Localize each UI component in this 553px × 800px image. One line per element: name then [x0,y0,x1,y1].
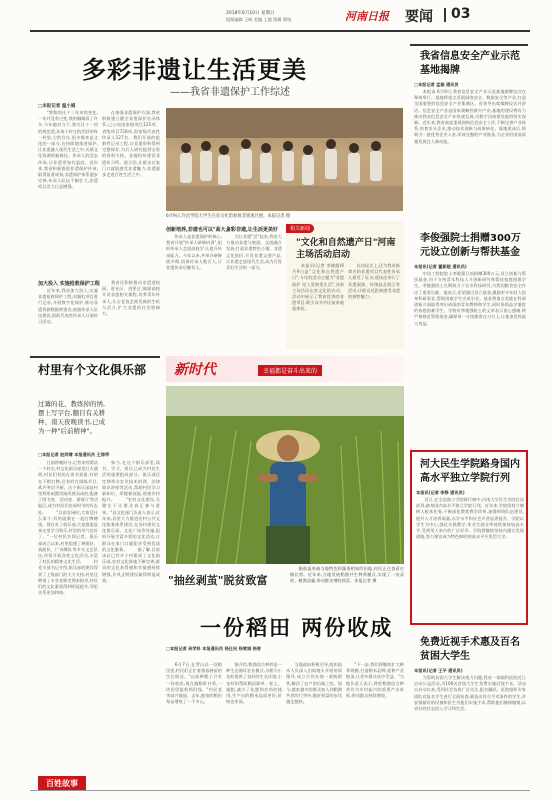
newera-headline: 一份稻田 两份收成 [200,615,394,640]
newera-body-1: 6月7日,在罗山县一处稻田里,村民们正忙着查看秧苗的生长情况。"以前种稻子只有一份收成,现在搞稻虾共养,一块田里能收两份钱。"村民老李高兴地说。去年,他家的稻田每亩增收了一千多元。 [166,662,222,705]
header-rule [30,30,530,32]
newera-band [166,356,404,382]
main-title: 多彩非遗让生活更美 [82,55,307,84]
main-subtitle: ——我省非遗保护工作综述 [170,87,290,98]
newera-slogan: 幸福都是奋斗出来的 [258,365,322,376]
main-subhead-2: 创新培养,非遗也可以"高大上" [166,227,234,233]
related-body: 本报讯(记者 李晓露)6月9日是"文化和自然遗产日",今年的活动主题为"非遗保护 见人见物见生活",河南主场活动在省文化馆启动。活动中展示了我省优秀的非遗项目,吸引众多市民前来观看体验。 [292,263,344,312]
right4-byline: 本报讯(记者 王平 通讯员) [414,668,463,673]
header-editors: 组版编辑 王萌 美编 王越 版辑 邢锐 [226,17,292,22]
right4-body: 为帮助贫困大学生解决视力问题,我省一家眼科医院近日启动公益活动,为100名贫困大学生免费实施近视手术。活动自启动以来,受到社会各界广泛关注,报名踊跃。医院组织专家团队对报名学生进行全面检查,筛选出符合手术条件的学生,并安排最好的设备和医生为他们实施手术,帮助他们摘掉眼镜,以更好的状态投入学习和生活。 [414,675,526,712]
right2-byline: 本报讯(记者 董新超 通讯员) [414,264,467,269]
right1-body: 本报讯 6月9日,我省信息安全产业示范基地揭牌仪式在郑州举行。基地将重点发展网络安全、数据安全等产业,打造全国重要的信息安全产业集聚区。省领导出席揭牌仪式并讲话。信息安全产业是国家战略性新兴产业,基地的建设将有力推动我省信息安全产业快速发展,为数字河南建设提供坚实保障。近年来,我省高度重视网络信息安全工作,不断完善产业体系,培育龙头企业,推动技术创新与成果转化。基地建成后,将吸引一批优秀企业入驻,形成完整的产业链条,为全省经济高质量发展注入新动能。 [414,89,526,144]
village-rule [30,356,160,358]
footer-tag: 百姓故事 [38,776,86,791]
main-body-col1: "我称的这十三年来的变化,一年并没有过变,我的眼睛看了许多,今年她对当下,我关注十一项的规范遗,从每个村庄的活跃的每一村里,它的存在,很多都来是文化的一部分,在持续地推进保护,让非遗融入现代生活之中,关联文化资源的新路径。传承人的活态传承,让非遗更加有温度。近年来,我省积极推进非遗保护传承,取得显著成效,非遗保护体系逐步完善,传承人队伍不断壮大,非遗项目活力日益增强。 [38,110,98,190]
right3-body: 近日,在全国独立学院排行榜中,河南大学民生学院位居前列,跻身国内高水平独立学院行列。近年来,学院坚持立德树人根本任务,不断深化教育教学改革,加强师资队伍建设,提升人才培养质量,办学水平和社会声誉显著提升。学院以学生为中心,强化实践教学,毕业生就业率持续保持较高水平,受到用人单位的广泛好评。学院将继续坚持内涵式发展道路,努力建设成为特色鲜明的高水平应用型大学。 [416,497,524,540]
header-date: 2018年6月10日 星期日 [226,11,275,16]
related-title: "文化和自然遗产日"河南主场活动启动 [296,238,396,260]
village-byline: □本报记者 赵同增 本报通讯员 王涛萍 [38,452,110,457]
newera-body-3: 当地政府积极引导,组织技术人员深入田间地头开展培训指导,成立合作社统一收购销售,解决了农户的后顾之忧。如今,越来越多的群众加入到稻渔共养的行列中,脱贫致富的步伐越走越快。 [286,662,342,705]
newera-banner: 新时代 [174,362,216,378]
header-page: 03 [451,6,471,22]
newera-caption: 眼前温泉被当地特色和蔬果相知的田地,村民正在查看庄稼长势。近年来,当地发展稻渔共生种养模式,实现了一田双收、粮渔双赢,带动群众增收致富。本报记者 摄 [290,566,404,584]
main-byline: □本报记者 温小娟 [38,104,76,109]
village-body-1: 日前傍晚时分,记者来到滑县一个村庄,村文化俱乐部里灯火通明,村民们有的在读书看报,有的在下棋打牌,还有的在排练节目,欢声笑语不断。这个俱乐部是村里利用闲置房屋改建而成的,配备了图书室、活动室、排练厅等功能区,成为村民们农闲时节的好去处。 "以前农闲时,大家没什么事干,有的就聚在一起打牌赌钱。现在有了俱乐部,大家都愿意来这里学习娱乐,村里的风气也好了。"一位村民告诉记者。俱乐部成立以来,村里组建了秧歌队、戏曲队、广场舞队等多支文艺队伍,经常开展各类文化活动,丰富了村民的精神文化生活。 村党支部书记介绍,俱乐部的建设得到了上级部门的大力支持,村里还聘请了专业老师定期来指导,村民们的文化素质得到明显提升,邻里关系更加和谐。 [38,460,98,596]
right1-title: 我省信息安全产业示范基地揭牌 [420,51,520,76]
right-top-rule [410,44,528,46]
main-body-col2b: 我省还积极推动非遗进校园、进社区、进景区,鼓励高校开设非遗相关课程,培养青年传承人,让古老技艺焕发新的生机与活力,扩大非遗的社会影响力。 [102,280,160,317]
main-body-col3: 传承人是非遗保护的核心,我省开展"传承人研修培训",组织传承人走进高校学习,提升传承能力。今年以来,共举办研修班多期,培训传承人数百人,让非遗传承后继有人。 [166,234,222,271]
main-body-col2: 在加强非遗保护方面,我省积极建立健全非遗保护名录体系,已公布国家级项目125项、省级项目728项,国家级代表性传承人127名。我们开展的抢救性记录工程,让非遗资料得到完整保存,为后人研究提供宝贵的资料支持。各地纷纷建设非遗传习所、展示馆,让群众在家门口就能感受非遗魅力,非遗逐步走进百姓生活之中。 [102,110,160,178]
right1-byline: □本报记者 孟磊 通讯员 [414,82,459,87]
main-body-col4: 为让非遗"活"起来,我省大力推动非遗与旅游、文创融合发展,打造非遗特色小镇、非遗文化街区,开发非遗文创产品,让非遗走进现代生活,成为百姓美好生活的一部分。 [226,234,282,271]
right2-title: 李俊强院士捐赠300万元设立创新与帮扶基金 [420,233,521,258]
related-body-2: 启动仪式上,还为我省新命名的非遗项目代表性传承人颁发了证书,现场还举行了非遗展演、传统技艺展示等活动,让群众近距离感受非遗的独特魅力。 [348,263,400,300]
main-subhead-1: 加大投入 实施抢救保护工程 [38,281,100,287]
village-title: 村里有个文化俱乐部 [38,363,147,377]
header-logo: 河南日报 [345,10,389,23]
village-body-2: 如今,在这个俱乐部里,读书、学习、娱乐已成为村民生活的重要组成部分。俱乐部还定期举办农业技术培训、法律知识讲座等活动,帮助村民学习新知识、掌握新技能,助推乡村振兴。 "农村文化建设,关键在于让群众真正参与进来。"县文化部门负责人表示,近年来,县里大力推进农村公共文化服务体系建设,在各村建设文化俱乐部、文化广场等设施,组织开展丰富多彩的文化活动,让群众在家门口就能享受到优质的文化服务。 据了解,目前该县已有多个村建成了文化俱乐部,农村文化阵地不断完善,群众的文化获得感和幸福感持续增强,乡风文明建设取得明显成效。 [102,460,160,583]
main-subhead-3: 多彩非遗,让生活更美好 [226,227,278,233]
related-box [286,221,404,349]
newera-body-4: "下一步,我们将继续扩大种养规模,打造稻米品牌,延伸产业链条,让更多群众从中受益。"当地负责人表示,将把稻渔综合种养作为乡村振兴的重要产业来抓,带动群众持续增收。 [346,662,404,699]
right4-title: 免费近视手术惠及百名贫困大学生 [420,637,520,662]
header-divider [444,8,446,22]
newera-byline: □本报记者 吴学科 本报通讯员 杨仕民 杨雪娟 杨晋 [166,646,261,651]
right2-body: 中国工程院院士李俊强日前捐赠300万元,设立创新与帮扶基金,用于支持青年科技人才创新研究和帮扶家庭困难学生。李俊强院士长期致力于农业科技研究,为我国粮食安全作出了重要贡献。他表示,希望通过设立基金,激励更多年轻人投身科研事业,帮助困难学生完成学业。基金将重点奖励在科研创新方面取得突出成绩的青年教师和学生,同时资助品学兼优的家庭困难学生。学校对李俊强院士的义举表示衷心感谢,将严格规范管理基金,确保每一分钱都用在刀刃上,让基金发挥最大效益。 [414,271,526,326]
village-lede: 过篝的花、教练掉的绣,摆上写字台,翻目有关耕种、南天夜晚读书,已成为一种"后前精神"。 [38,400,106,435]
newera-photo [166,386,404,564]
main-photo [166,108,403,211]
footer-rule [30,790,530,791]
main-photo-caption: 6月9日,许昌学院大学生在省文化馆参观非遗项目展。本报记者 摄 [166,214,291,219]
right3-box [410,450,528,625]
header-section: 要闻 [405,9,433,25]
masthead [0,0,553,40]
main-body-col1b: 近年来,我省加大投入,实施非遗抢救保护工程,对濒危项目进行记录,开展数字化保护,推动非遗资源数据库建设,加强传承人队伍建设,资助代表性传承人开展传习活动。 [38,288,98,325]
right3-byline: 本报讯(记者 李铮 通讯员) [416,490,465,495]
related-tag: 相关新闻 [286,224,314,233]
newera-body-2: 据介绍,稻渔综合种养是一种生态循环农业模式,水稻为小龙虾提供了良好的生长环境,小龙虾则帮助稻田除草、松土、施肥,减少了化肥和农药的使用,生产出的稻米品质更好,价格也更高。 [226,662,282,705]
right3-title: 河大民生学院路身国内高水平独立学院行列 [420,459,520,484]
newera-kicker: "抽丝剥茧"脱贫致富 [168,574,268,587]
